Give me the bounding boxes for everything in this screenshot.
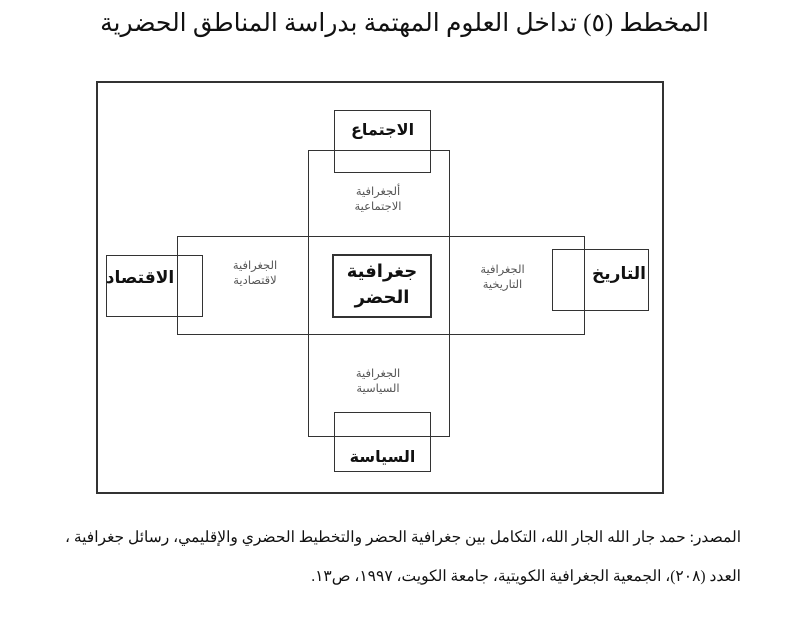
sociology-label: الاجتماع	[350, 120, 415, 139]
historical-geography-line2: التاريخية	[482, 276, 523, 291]
social-geography-line2: الاجتماعية	[354, 198, 402, 213]
economic-geography-line2: لاقتصادية	[233, 272, 277, 287]
social-geography-line1: ألجغرافية	[355, 184, 401, 198]
diagram-title: المخطط (٥) تداخل العلوم المهتمة بدراسة المناطق الحضرية	[100, 10, 709, 37]
economic-geography-line1: الجغرافية	[232, 258, 278, 272]
politics-label: السياسة	[349, 447, 416, 466]
political-geography-line1: الجغرافية	[355, 366, 401, 380]
economic-geography-label	[205, 258, 305, 288]
urban-geography-line1: جغرافية	[346, 261, 418, 282]
political-geography-label	[318, 366, 438, 396]
social-geography-label	[318, 184, 438, 214]
historical-geography-line1: الجغرافية	[480, 262, 525, 276]
history-label: التاريخ	[592, 264, 646, 284]
source-line2: العدد (٢٠٨)، الجمعية الجغرافية الكويتية، جامعة الكويت، ١٩٩٧، ص١٣.	[311, 568, 741, 585]
urban-geography-line2: الحضر	[354, 287, 410, 309]
urban-geography-label	[332, 259, 432, 311]
political-geography-line2: السياسية	[356, 380, 400, 395]
source-line1: المصدر: حمد جار الله الجار الله، التكامل بين جغرافية الحضر والتخطيط الحضري والإقليمي، رسائل جغرافية ،	[64, 529, 741, 546]
historical-geography-label	[455, 262, 550, 292]
economics-label: الاقتصاد	[105, 268, 175, 288]
